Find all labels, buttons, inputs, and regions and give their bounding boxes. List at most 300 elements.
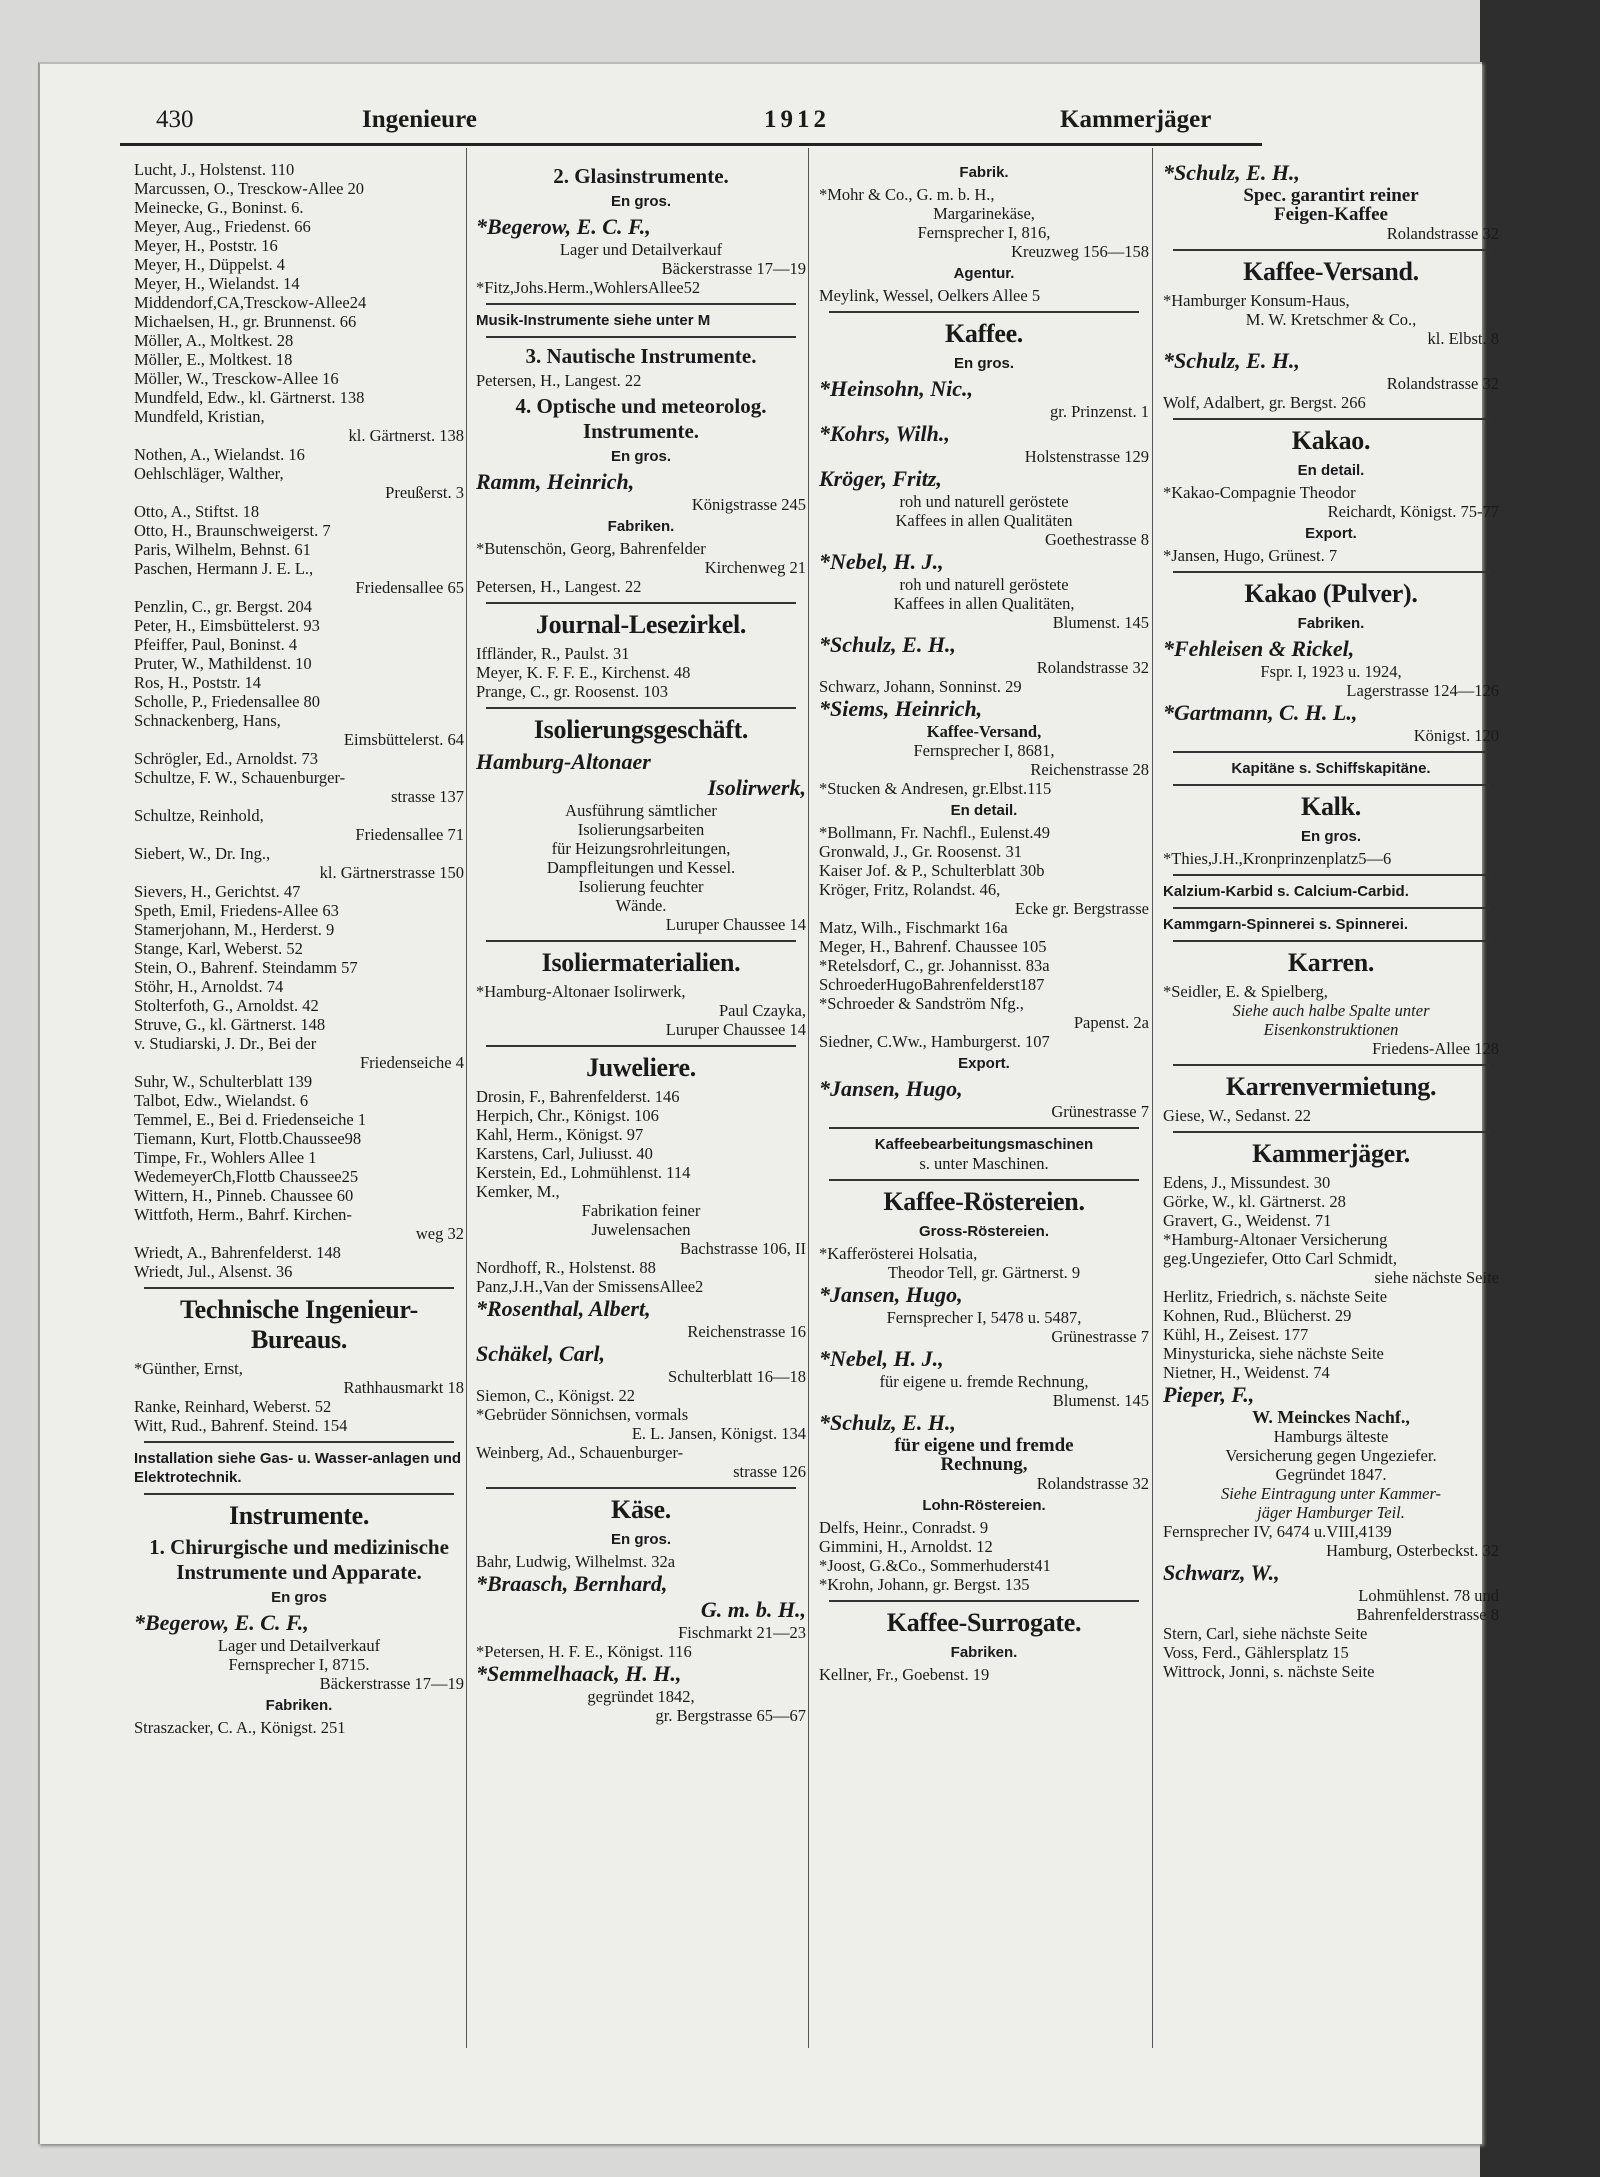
list-item: Rathhausmarkt 18	[343, 1378, 464, 1397]
list-item: Meyer, H., Düppelst. 4	[134, 255, 286, 274]
firm-name: Schäkel, Carl,	[476, 1341, 605, 1366]
divider	[144, 1493, 454, 1495]
list-item: *Krohn, Johann, gr. Bergst. 135	[819, 1575, 1030, 1594]
list-item: jäger Hamburger Teil.	[1257, 1503, 1405, 1522]
firm-name: *Nebel, H. J.,	[819, 1346, 944, 1371]
label: En gros.	[1300, 828, 1361, 845]
list-item: *Fitz,Johs.Herm.,WohlersAllee52	[476, 278, 701, 297]
divider	[1173, 418, 1489, 420]
list-item: Mundfeld, Edw., kl. Gärtnerst. 138	[134, 388, 365, 407]
list-item: Rolandstrasse 32	[1036, 1474, 1149, 1493]
list-item: *Seidler, E. & Spielberg,	[1163, 982, 1328, 1001]
list-item: Siemon, C., Königst. 22	[476, 1386, 636, 1405]
list-item: Talbot, Edw., Wielandst. 6	[134, 1091, 309, 1110]
list-item: Meyer, K. F. F. E., Kirchenst. 48	[476, 663, 691, 682]
list-item: Luruper Chaussee 14	[665, 1020, 806, 1039]
list-item: Lohmühlenst. 78 und	[1358, 1586, 1499, 1605]
list-item: Mundfeld, Kristian,	[134, 407, 265, 426]
list-item: Straszacker, C. A., Königst. 251	[134, 1718, 346, 1737]
list-item: Schwarz, Johann, Sonninst. 29	[819, 677, 1022, 696]
list-item: weg 32	[415, 1224, 464, 1243]
firm-name: *Siems, Heinrich,	[819, 696, 983, 721]
list-item: Penzlin, C., gr. Bergst. 204	[134, 597, 312, 616]
section-heading: Kaffee-Surrogate.	[886, 1608, 1082, 1637]
list-item: Voss, Ferd., Gählersplatz 15	[1163, 1643, 1349, 1662]
list-item: Wriedt, A., Bahrenfelderst. 148	[134, 1243, 341, 1262]
list-item: strasse 137	[391, 787, 464, 806]
list-item: Ausführung sämtlicher	[565, 801, 717, 820]
list-item: Dampfleitungen und Kessel.	[546, 858, 736, 877]
list-item: Kröger, Fritz, Rolandst. 46,	[819, 880, 1001, 899]
list-item: *Retelsdorf, C., gr. Johannisst. 83a	[819, 956, 1050, 975]
list-item: Meyer, Aug., Friedenst. 66	[134, 217, 311, 236]
firm-name: G. m. b. H.,	[700, 1597, 806, 1622]
engineer-list	[134, 160, 464, 1281]
divider	[486, 940, 796, 942]
firm-name: *Semmelhaack, H. H.,	[476, 1661, 682, 1686]
list-item: Friedensallee 65	[355, 578, 464, 597]
list-item: Rolandstrasse 32	[1036, 658, 1149, 677]
list-item: *Petersen, H. F. E., Königst. 116	[476, 1642, 692, 1661]
list-item: *Joost, G.&Co., Sommerhuderst41	[819, 1556, 1051, 1575]
list-item: Friedenseiche 4	[359, 1053, 464, 1072]
label: Fabriken.	[1297, 615, 1365, 632]
list-item: *Schroeder & Sandström Nfg.,	[819, 994, 1024, 1013]
list-item: Kaiser Jof. & P., Schulterblatt 30b	[819, 861, 1045, 880]
divider	[829, 1179, 1139, 1181]
column-rule	[1152, 148, 1153, 2048]
list-item: Möller, W., Tresckow-Allee 16	[134, 369, 339, 388]
list-item: Siedner, C.Ww., Hamburgerst. 107	[819, 1032, 1050, 1051]
list-item: *Bollmann, Fr. Nachfl., Eulenst.49	[819, 823, 1050, 842]
list-item: Gimmini, H., Arnoldst. 12	[819, 1537, 993, 1556]
list-item: Witt, Rud., Bahrenf. Steind. 154	[134, 1416, 348, 1435]
list-item: Meinecke, G., Boninst. 6.	[134, 198, 304, 217]
list-item: siehe nächste Seite	[1374, 1268, 1499, 1287]
list-item: *Hamburg-Altonaer Isolirwerk,	[476, 982, 686, 1001]
list-item: Peter, H., Eimsbüttelerst. 93	[134, 616, 320, 635]
list-item: Stamerjohann, M., Herderst. 9	[134, 920, 335, 939]
list-item: Lager und Detailverkauf	[559, 240, 723, 259]
list-item: Isolierungsarbeiten	[577, 820, 705, 839]
label: Export.	[958, 1055, 1010, 1072]
label: En gros	[271, 1589, 327, 1606]
firm-name: *Fehleisen & Rickel,	[1163, 636, 1355, 661]
label: En detail.	[950, 802, 1018, 819]
list-item: Versicherung gegen Ungeziefer.	[1225, 1446, 1437, 1465]
list-item: Bahrenfelderstrasse 8	[1356, 1605, 1499, 1624]
list-item: *Jansen, Hugo, Grünest. 7	[1163, 546, 1338, 565]
list-item: Hamburg, Osterbeckst. 32	[1326, 1541, 1499, 1560]
list-item: Herlitz, Friedrich, s. nächste Seite	[1163, 1287, 1388, 1306]
list-item: Fspr. I, 1923 u. 1924,	[1260, 662, 1402, 681]
label: En detail.	[1297, 462, 1365, 479]
list-item: Rechnung,	[940, 1455, 1028, 1474]
list-item: Kohnen, Rud., Blücherst. 29	[1163, 1306, 1352, 1325]
label: Fabriken.	[950, 1644, 1018, 1661]
cross-reference: Installation siehe Gas- u. Wasser-anlagen und Elektrotechnik.	[134, 1450, 462, 1486]
list-item: Siehe auch halbe Spalte unter	[1232, 1001, 1430, 1020]
list-item: Otto, A., Stiftst. 18	[134, 502, 260, 521]
list-item: Meger, H., Bahrenf. Chaussee 105	[819, 937, 1047, 956]
list-item: Feigen-Kaffee	[1274, 205, 1388, 224]
list-item: Gravert, G., Weidenst. 71	[1163, 1211, 1332, 1230]
list-item: Grünestrasse 7	[1051, 1327, 1149, 1346]
firm-name: *Heinsohn, Nic.,	[819, 376, 974, 401]
list-item: Kühl, H., Zeisest. 177	[1163, 1325, 1309, 1344]
list-item: Eimsbüttelerst. 64	[343, 730, 464, 749]
column-rule	[466, 148, 467, 2048]
list-item: Fernsprecher I, 5478 u. 5487,	[886, 1308, 1082, 1327]
section-heading: Isolierungsgeschäft.	[533, 715, 749, 744]
firm-name: *Rosenthal, Albert,	[476, 1296, 651, 1321]
label: En gros.	[610, 448, 671, 465]
divider	[829, 1600, 1139, 1602]
list-item: *Kafferösterei Holsatia,	[819, 1244, 978, 1263]
list-item: Nordhoff, R., Holstenst. 88	[476, 1258, 656, 1277]
section-heading: Kaffee.	[944, 319, 1024, 348]
list-item: Pruter, W., Mathildenst. 10	[134, 654, 312, 673]
list-item: Friedens-Allee 128	[1372, 1039, 1499, 1058]
list-item: Oehlschläger, Walther,	[134, 464, 284, 483]
list-item: Speth, Emil, Friedens-Allee 63	[134, 901, 339, 920]
list-item: Wittern, H., Pinneb. Chaussee 60	[134, 1186, 354, 1205]
divider	[144, 1441, 454, 1443]
list-item: Margarinekäse,	[933, 204, 1035, 223]
list-item: Edens, J., Missundest. 30	[1163, 1173, 1331, 1192]
list-item: roh und naturell geröstete	[899, 575, 1069, 594]
list-item: Iffländer, R., Paulst. 31	[476, 644, 630, 663]
list-item: kl. Elbst. 8	[1427, 329, 1499, 348]
list-item: Middendorf,CA,Tresckow-Allee24	[134, 293, 367, 312]
list-item: Eisenkonstruktionen	[1263, 1020, 1399, 1039]
section-heading: Karrenvermietung.	[1225, 1072, 1437, 1101]
firm-name: *Begerow, E. C. F.,	[134, 1610, 309, 1635]
list-item: gr. Bergstrasse 65—67	[655, 1706, 806, 1725]
list-item: W. Meinckes Nachf.,	[1252, 1408, 1410, 1427]
divider	[486, 336, 796, 338]
list-item: Sievers, H., Gerichtst. 47	[134, 882, 301, 901]
divider	[486, 1045, 796, 1047]
list-item: Panz,J.H.,Van der SmissensAllee2	[476, 1277, 704, 1296]
list-item: Paschen, Hermann J. E. L.,	[134, 559, 314, 578]
section-heading: Technische Ingenieur-Bureaus.	[179, 1295, 419, 1354]
list-item: Rolandstrasse 32	[1386, 224, 1499, 243]
label: Agentur.	[953, 265, 1015, 282]
list-item: Lagerstrasse 124—126	[1346, 681, 1499, 700]
firm-name: *Schulz, E. H.,	[819, 632, 956, 657]
list-item: SchroederHugoBahrenfelderst187	[819, 975, 1045, 994]
list-item: Drosin, F., Bahrenfelderst. 146	[476, 1087, 680, 1106]
list-item: strasse 126	[733, 1462, 806, 1481]
list-item: Weinberg, Ad., Schauenburger-	[476, 1443, 684, 1462]
list-item: gegründet 1842,	[587, 1687, 695, 1706]
list-item: Paris, Wilhelm, Behnst. 61	[134, 540, 311, 559]
column-2	[476, 160, 806, 1725]
list-item: Bahr, Ludwig, Wilhelmst. 32a	[476, 1552, 676, 1571]
cross-reference: Kalzium-Karbid s. Calcium-Carbid.	[1163, 883, 1409, 900]
firm-name: Isolirwerk,	[707, 775, 806, 800]
section-heading: Kammerjäger.	[1252, 1139, 1410, 1168]
column-3	[819, 160, 1149, 1684]
list-item: Papenst. 2a	[1073, 1013, 1149, 1032]
list-item: Herpich, Chr., Königst. 106	[476, 1106, 659, 1125]
list-item: Siehe Eintragung unter Kammer-	[1220, 1484, 1442, 1503]
section-heading: Kakao (Pulver).	[1244, 579, 1418, 608]
column-1	[134, 160, 464, 1737]
list-item: *Kakao-Compagnie Theodor	[1163, 483, 1356, 502]
firm-name: *Nebel, H. J.,	[819, 549, 944, 574]
label: En gros.	[610, 193, 671, 210]
list-item: Meyer, H., Poststr. 16	[134, 236, 278, 255]
divider	[486, 602, 796, 604]
list-item: Paul Czayka,	[718, 1001, 806, 1020]
page-number: 430	[156, 106, 194, 133]
list-item: Nietner, H., Weidenst. 74	[1163, 1363, 1330, 1382]
subsection-heading: 2. Glasinstrumente.	[553, 164, 729, 188]
list-item: Kirchenweg 21	[704, 558, 806, 577]
divider	[1173, 751, 1489, 753]
section-heading: Kalk.	[1301, 792, 1361, 821]
firm-name: *Gartmann, C. H. L.,	[1163, 700, 1358, 725]
label: Gross-Röstereien.	[918, 1223, 1050, 1240]
list-item: Isolierung feuchter	[578, 877, 704, 896]
label: Lohn-Röstereien.	[922, 1497, 1046, 1514]
firm-name: *Schulz, E. H.,	[1163, 160, 1300, 185]
section-heading: Karren.	[1287, 948, 1375, 977]
firm-name: *Jansen, Hugo,	[819, 1282, 963, 1307]
list-item: Stein, O., Bahrenf. Steindamm 57	[134, 958, 358, 977]
list-item: Siebert, W., Dr. Ing.,	[134, 844, 271, 863]
list-item: *Günther, Ernst,	[134, 1359, 243, 1378]
list-item: Meylink, Wessel, Oelkers Allee 5	[819, 286, 1041, 305]
list-item: Blumenst. 145	[1052, 1391, 1149, 1410]
list-item: Holstenstrasse 129	[1024, 447, 1149, 466]
list-item: Petersen, H., Langest. 22	[476, 577, 642, 596]
divider	[1173, 1131, 1489, 1133]
list-item: WedemeyerCh,Flottb Chaussee25	[134, 1167, 359, 1186]
year: 1912	[764, 106, 830, 133]
list-item: *Butenschön, Georg, Bahrenfelder	[476, 539, 706, 558]
list-item: Theodor Tell, gr. Gärtnerst. 9	[887, 1263, 1081, 1282]
firm-name: Kröger, Fritz,	[819, 466, 942, 491]
list-item: Friedensallee 71	[355, 825, 464, 844]
list-item: Lager und Detailverkauf	[217, 1636, 381, 1655]
list-item: Wittfoth, Herm., Bahrf. Kirchen-	[134, 1205, 352, 1224]
list-item: Grünestrasse 7	[1051, 1102, 1149, 1121]
section-heading: Kakao.	[1291, 426, 1371, 455]
cross-reference: Kaffeebearbeitungsmaschinen	[874, 1136, 1094, 1153]
section-heading: Kaffee-Röstereien.	[883, 1187, 1085, 1216]
list-item: Lucht, J., Holstenst. 110	[134, 160, 295, 179]
divider	[1173, 784, 1489, 786]
list-item: Wände.	[615, 896, 667, 915]
list-item: Schultze, Reinhold,	[134, 806, 264, 825]
divider	[1173, 571, 1489, 573]
list-item: Luruper Chaussee 14	[665, 915, 806, 934]
firm-name: Schwarz, W.,	[1163, 1560, 1280, 1585]
section-heading: Käse.	[611, 1495, 671, 1524]
list-item: kl. Gärtnerst. 138	[348, 426, 464, 445]
list-item: Goethestrasse 8	[1044, 530, 1149, 549]
list-item: Timpe, Fr., Wohlers Allee 1	[134, 1148, 317, 1167]
list-item: Matz, Wilh., Fischmarkt 16a	[819, 918, 1008, 937]
list-item: für Heizungsrohrleitungen,	[551, 839, 731, 858]
list-item: Minysturicka, siehe nächste Seite	[1163, 1344, 1384, 1363]
firm-name: *Jansen, Hugo,	[819, 1076, 963, 1101]
list-item: Kellner, Fr., Goebenst. 19	[819, 1665, 990, 1684]
list-item: Struve, G., kl. Gärtnerst. 148	[134, 1015, 326, 1034]
divider	[1173, 1064, 1489, 1066]
list-item: für eigene und fremde	[894, 1436, 1074, 1455]
list-item: *Stucken & Andresen, gr.Elbst.115	[819, 779, 1052, 798]
firm-name: Pieper, F.,	[1163, 1382, 1255, 1407]
page-header	[120, 106, 1262, 140]
list-item: Kahl, Herm., Königst. 97	[476, 1125, 644, 1144]
label: En gros.	[953, 355, 1014, 372]
list-item: Schulterblatt 16—18	[668, 1367, 806, 1386]
list-item: Stolterfoth, G., Arnoldst. 42	[134, 996, 319, 1015]
firm-name: Ramm, Heinrich,	[476, 469, 635, 494]
cross-reference: Musik-Instrumente siehe unter M	[476, 312, 711, 329]
list-item: Gegründet 1847.	[1275, 1465, 1387, 1484]
list-item: Giese, W., Sedanst. 22	[1163, 1106, 1312, 1125]
list-item: Fernsprecher I, 8715.	[228, 1655, 370, 1674]
list-item: Schnackenberg, Hans,	[134, 711, 281, 730]
divider	[486, 1487, 796, 1489]
list-item: *Mohr & Co., G. m. b. H.,	[819, 185, 995, 204]
list-item: Juwelensachen	[591, 1220, 691, 1239]
list-item: Schrögler, Ed., Arnoldst. 73	[134, 749, 319, 768]
subsection-heading: 4. Optische und meteorolog. Instrumente.	[515, 394, 767, 443]
list-item: Ecke gr. Bergstrasse	[1015, 899, 1149, 918]
cross-reference: s. unter Maschinen.	[919, 1154, 1049, 1173]
list-item: Reichenstrasse 28	[1030, 760, 1149, 779]
cross-reference: Kammgarn-Spinnerei s. Spinnerei.	[1163, 916, 1409, 933]
list-item: Reichenstrasse 16	[687, 1322, 806, 1341]
list-item: Kaffees in allen Qualitäten,	[893, 594, 1075, 613]
firm-name: *Braasch, Bernhard,	[476, 1571, 668, 1596]
divider	[486, 303, 796, 305]
right-running-title: Kammerjäger	[1060, 106, 1212, 133]
list-item: Delfs, Heinr., Conradst. 9	[819, 1518, 989, 1537]
list-item: Wittrock, Jonni, s. nächste Seite	[1163, 1662, 1375, 1681]
list-item: gr. Prinzenst. 1	[1050, 402, 1149, 421]
list-item: Temmel, E., Bei d. Friedenseiche 1	[134, 1110, 367, 1129]
label: Fabriken.	[607, 518, 675, 535]
list-item: Kreuzweg 156—158	[1011, 242, 1149, 261]
list-item: Kemker, M.,	[476, 1182, 560, 1201]
list-item: Kerstein, Ed., Lohmühlenst. 114	[476, 1163, 691, 1182]
list-item: M. W. Kretschmer & Co.,	[1245, 310, 1417, 329]
list-item: Hamburgs älteste	[1273, 1427, 1389, 1446]
list-item: *Hamburger Konsum-Haus,	[1163, 291, 1350, 310]
list-item: v. Studiarski, J. Dr., Bei der	[134, 1034, 317, 1053]
divider	[1173, 940, 1489, 942]
divider	[1173, 874, 1489, 876]
list-item: Scholle, P., Friedensallee 80	[134, 692, 321, 711]
list-item: Spec. garantirt reiner	[1243, 186, 1419, 205]
list-item: Karstens, Carl, Juliusst. 40	[476, 1144, 653, 1163]
label: Export.	[1305, 525, 1357, 542]
list-item: kl. Gärtnerstrasse 150	[319, 863, 464, 882]
list-item: Pfeiffer, Paul, Boninst. 4	[134, 635, 298, 654]
list-item: *Hamburg-Altonaer Versicherung	[1163, 1230, 1388, 1249]
label: Fabriken.	[265, 1697, 333, 1714]
section-heading: Juweliere.	[586, 1053, 696, 1082]
list-item: *Gebrüder Sönnichsen, vormals	[476, 1405, 689, 1424]
list-item: E. L. Jansen, Königst. 134	[631, 1424, 806, 1443]
list-item: Bäckerstrasse 17—19	[319, 1674, 464, 1693]
list-item: Stöhr, H., Arnoldst. 74	[134, 977, 284, 996]
divider	[829, 1127, 1139, 1129]
cross-reference: Kapitäne s. Schiffskapitäne.	[1231, 760, 1431, 777]
list-item: geg.Ungeziefer, Otto Carl Schmidt,	[1163, 1249, 1397, 1268]
list-item: Prange, C., gr. Roosenst. 103	[476, 682, 669, 701]
list-item: Fabrikation feiner	[581, 1201, 701, 1220]
list-item: Michaelsen, H., gr. Brunnenst. 66	[134, 312, 357, 331]
divider	[1173, 249, 1489, 251]
subsection-heading: 1. Chirurgische und medizinische Instrumente und Apparate.	[149, 1535, 449, 1584]
list-item: Tiemann, Kurt, Flottb.Chaussee98	[134, 1129, 362, 1148]
list-item: Ranke, Reinhard, Weberst. 52	[134, 1397, 332, 1416]
list-item: Wolf, Adalbert, gr. Bergst. 266	[1163, 393, 1366, 412]
list-item: Stern, Carl, siehe nächste Seite	[1163, 1624, 1368, 1643]
list-item: Bäckerstrasse 17—19	[661, 259, 806, 278]
section-heading: Instrumente.	[228, 1501, 370, 1530]
list-item: Otto, H., Braunschweigerst. 7	[134, 521, 331, 540]
list-item: Möller, E., Moltkest. 18	[134, 350, 293, 369]
list-item: roh und naturell geröstete	[899, 492, 1069, 511]
list-item: Wriedt, Jul., Alsenst. 36	[134, 1262, 293, 1281]
label: En gros.	[610, 1531, 671, 1548]
list-item: Kaffee-Versand,	[926, 722, 1042, 741]
list-item: Marcussen, O., Tresckow-Allee 20	[134, 179, 365, 198]
list-item: Rolandstrasse 32	[1386, 374, 1499, 393]
list-item: Görke, W., kl. Gärtnerst. 28	[1163, 1192, 1346, 1211]
list-item: Kaffees in allen Qualitäten	[895, 511, 1073, 530]
list-item: Meyer, H., Wielandst. 14	[134, 274, 300, 293]
divider	[1173, 907, 1489, 909]
list-item: Suhr, W., Schulterblatt 139	[134, 1072, 313, 1091]
list-item: Schultze, F. W., Schauenburger-	[134, 768, 346, 787]
section-heading: Isoliermaterialien.	[541, 948, 741, 977]
list-item: Petersen, H., Langest. 22	[476, 371, 642, 390]
divider	[144, 1287, 454, 1289]
firm-name: *Kohrs, Wilh.,	[819, 421, 950, 446]
firm-name: *Schulz, E. H.,	[1163, 348, 1300, 373]
list-item: Fernsprecher IV, 6474 u.VIII,4139	[1163, 1522, 1392, 1541]
label: Fabrik.	[959, 164, 1009, 181]
list-item: für eigene u. fremde Rechnung,	[879, 1372, 1089, 1391]
list-item: Stange, Karl, Weberst. 52	[134, 939, 303, 958]
list-item: Möller, A., Moltkest. 28	[134, 331, 294, 350]
list-item: Königstrasse 245	[691, 495, 806, 514]
list-item: Fernsprecher I, 816,	[917, 223, 1051, 242]
list-item: Reichardt, Königst. 75-77	[1327, 502, 1499, 521]
firm-name: *Schulz, E. H.,	[819, 1410, 956, 1435]
header-rule	[120, 143, 1262, 146]
list-item: Fischmarkt 21—23	[678, 1623, 806, 1642]
list-item: Blumenst. 145	[1052, 613, 1149, 632]
section-heading: Journal-Lesezirkel.	[535, 610, 747, 639]
divider	[829, 311, 1139, 313]
left-running-title: Ingenieure	[362, 106, 477, 133]
subsection-heading: 3. Nautische Instrumente.	[525, 344, 757, 368]
section-heading: Kaffee-Versand.	[1243, 257, 1419, 286]
list-item: Königst. 120	[1413, 726, 1499, 745]
firm-name: Hamburg-Altonaer	[476, 749, 651, 774]
